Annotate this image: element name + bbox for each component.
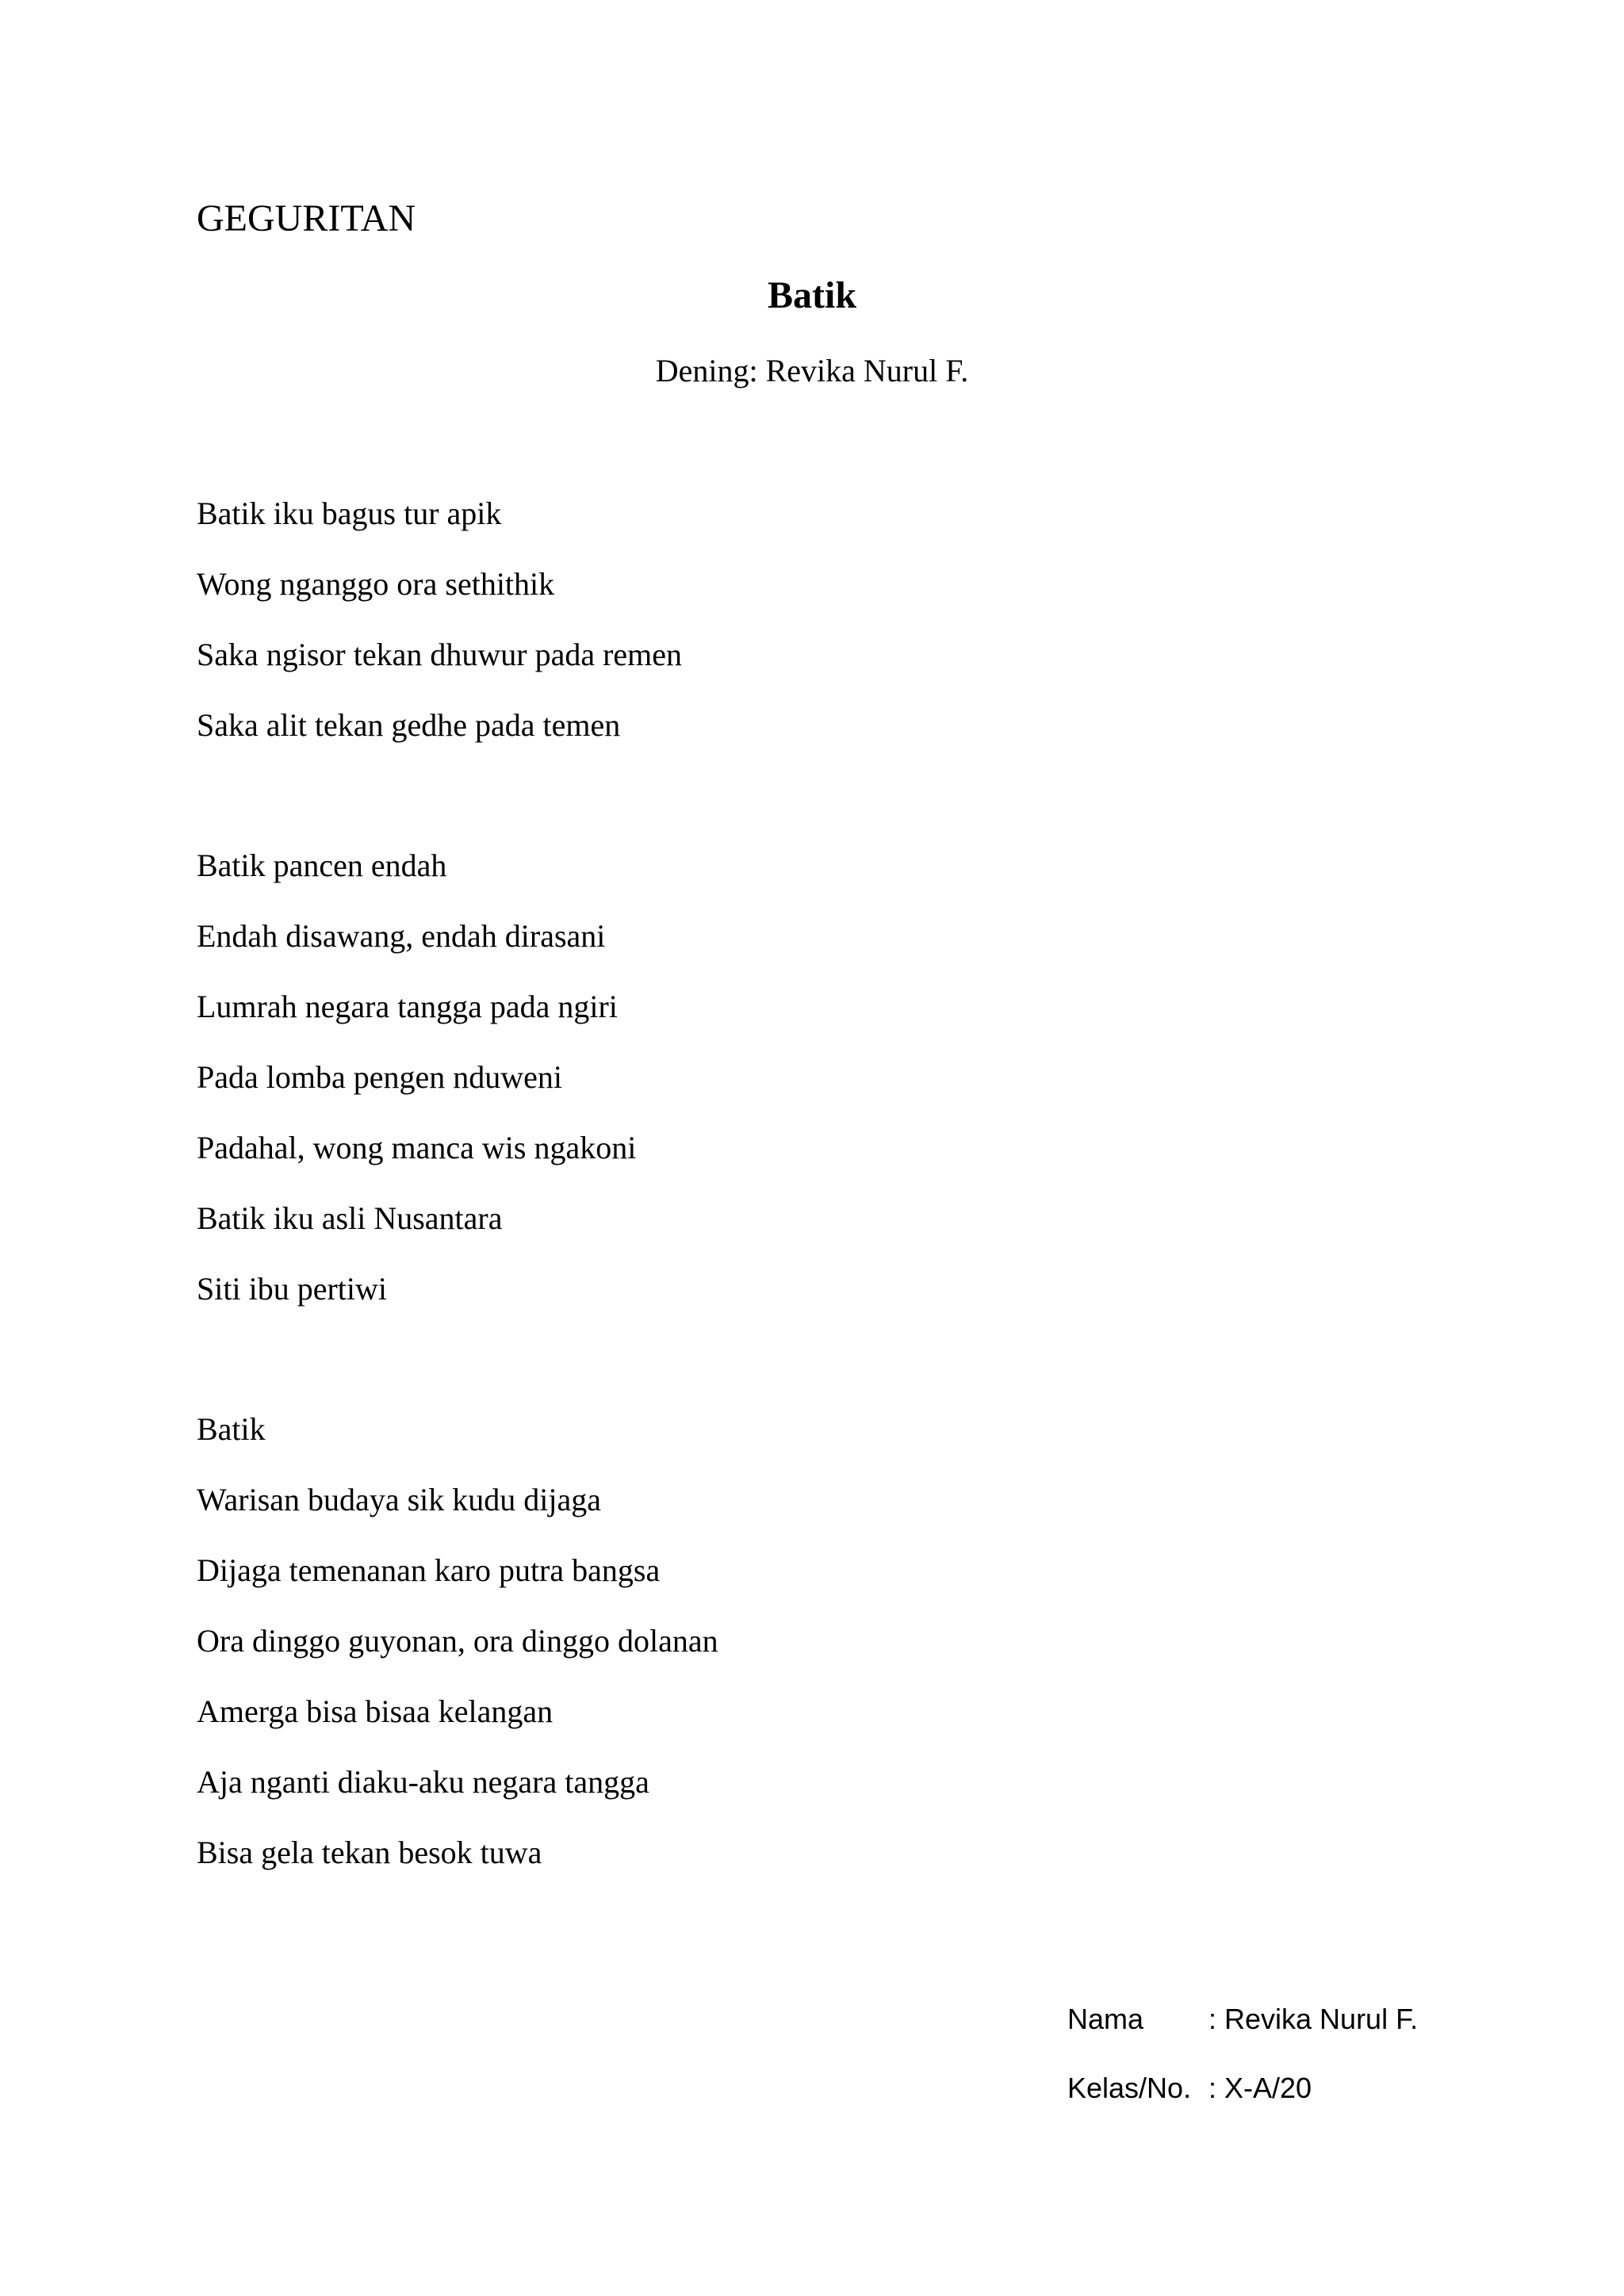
poem-line: Bisa gela tekan besok tuwa <box>197 1835 542 1870</box>
poem-line: Ora dinggo guyonan, ora dinggo dolanan <box>197 1623 718 1659</box>
poem-line: Pada lomba pengen nduweni <box>197 1059 562 1095</box>
poem-line: Batik iku bagus tur apik <box>197 496 502 531</box>
poem-line: Dijaga temenanan karo putra bangsa <box>197 1552 661 1588</box>
poem-line: Saka ngisor tekan dhuwur pada remen <box>197 637 683 672</box>
poem-line: Batik pancen endah <box>197 848 447 883</box>
class-label: Kelas/No. <box>1067 2072 1192 2104</box>
name-value: : Revika Nurul F. <box>1208 2003 1419 2035</box>
poem-line: Amerga bisa bisaa kelangan <box>197 1693 553 1729</box>
poem-line: Aja nganti diaku-aku negara tangga <box>197 1764 649 1800</box>
poem-line: Batik <box>197 1411 266 1447</box>
poem-line: Padahal, wong manca wis ngakoni <box>197 1130 637 1165</box>
poem-title: Batik <box>767 274 857 316</box>
poem-line: Siti ibu pertiwi <box>197 1271 387 1307</box>
document-heading: GEGURITAN <box>197 197 416 239</box>
author-line: Dening: Revika Nurul F. <box>655 353 969 388</box>
poem-line: Warisan budaya sik kudu dijaga <box>197 1482 601 1517</box>
poem-line: Saka alit tekan gedhe pada temen <box>197 707 621 743</box>
name-label: Nama <box>1067 2003 1144 2035</box>
class-value: : X-A/20 <box>1208 2072 1312 2104</box>
poem-line: Lumrah negara tangga pada ngiri <box>197 989 618 1024</box>
poem-line: Wong nganggo ora sethithik <box>197 566 555 602</box>
poem-line: Endah disawang, endah dirasani <box>197 918 606 954</box>
poem-line: Batik iku asli Nusantara <box>197 1200 503 1236</box>
